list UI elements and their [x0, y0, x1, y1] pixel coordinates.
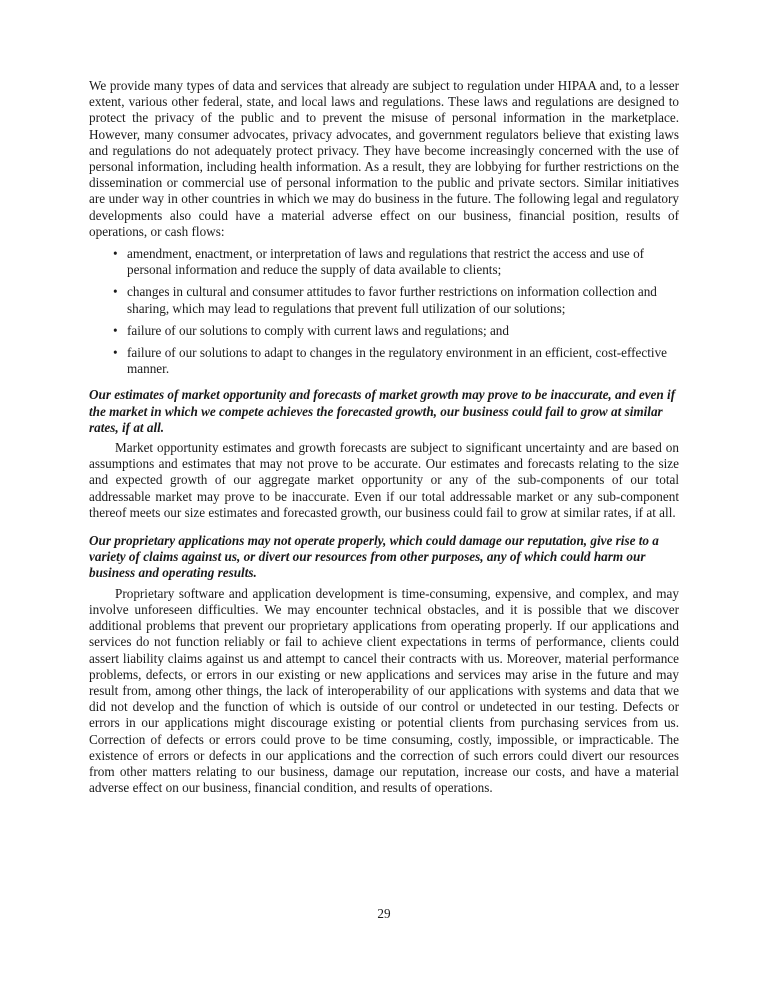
section-body-proprietary-applications: Proprietary software and application development is time-consuming, expensive, and complex, and may involve unforeseen difficulties. We may encounter technical obstacles, and it is possible that we discover additional problems that prevent our proprietary applications from operating properly. If our applications and services do not function reliably or fail to achieve client expectations in terms of performance, clients could assert liability claims against us and attempt to cancel their contracts with us. Moreover, material performance problems, defects, or errors in our existing or new applications and services may arise in the future and may result from, among other things, the lack of interoperability of our applications with systems and data that we did not develop and the function of which is outside of our control or undetected in our testing. Defects or errors in our applications might discourage existing or potential clients from purchasing services from us. Correction of defects or errors could prove to be time consuming, costly, impossible, or impracticable. The existence of errors or defects in our applications and the correction of such errors could divert our resources from other matters relating to our business, damage our reputation, increase our costs, and have a material adverse effect on our business, financial condition, and results of operations. — [89, 585, 679, 796]
bullet-text: failure of our solutions to comply with current laws and regulations; and — [127, 322, 509, 338]
bullet-text: changes in cultural and consumer attitudes to favor further restrictions on information collection and sharing, which may lead to regulations that prevent full utilization of our solutions; — [127, 284, 657, 316]
bullet-icon: • — [113, 345, 118, 361]
bullet-icon: • — [113, 322, 118, 338]
page-number: 29 — [377, 906, 391, 921]
section-heading-market-estimates: Our estimates of market opportunity and forecasts of market growth may prove to be inaccurate, and even if the market in which we compete achieves the forecasted growth, our business could fail to grow at similar rates, if at all. — [89, 387, 676, 435]
list-item — [113, 323, 679, 339]
list-item — [113, 246, 679, 278]
bullet-text: amendment, enactment, or interpretation of laws and regulations that restrict the access and use of personal information and reduce the supply of data available to clients; — [127, 246, 645, 278]
bullet-icon: • — [113, 246, 118, 262]
bullet-icon: • — [113, 284, 118, 300]
bullet-text: failure of our solutions to adapt to changes in the regulatory environment in an efficient, cost-effective manner. — [127, 345, 668, 377]
intro-paragraph: We provide many types of data and services that already are subject to regulation under HIPAA and, to a lesser extent, various other federal, state, and local laws and regulations. These laws and regulations are designed to protect the privacy of the public and to prevent the misuse of personal information in the marketplace. However, many consumer advocates, privacy advocates, and government regulators believe that existing laws and regulations do not adequately protect privacy. They have become increasingly concerned with the use of personal information, including health information. As a result, they are lobbying for further restrictions on the dissemination or commercial use of personal information to the public and private sectors. Similar initiatives are under way in other countries in which we may do business in the future. The following legal and regulatory developments also could have a material adverse effect on our business, financial position, results of operations, or cash flows: — [89, 78, 679, 239]
list-item — [113, 345, 679, 377]
list-item — [113, 284, 679, 316]
section-body-market-estimates: Market opportunity estimates and growth forecasts are subject to significant uncertainty and are based on assumptions and estimates that may not prove to be accurate. Our estimates and forecasts relating to the size and expected growth of our aggregate market opportunity or any of the sub-components of our total addressable market may prove to be inaccurate. Even if our total addressable market or any sub-component thereof meets our size estimates and forecasted growth, our business could fail to grow at similar rates, if at all. — [89, 440, 679, 520]
bullet-list — [89, 246, 679, 377]
document-page — [89, 78, 679, 808]
section-heading-proprietary-applications: Our proprietary applications may not operate properly, which could damage our reputation, give rise to a variety of claims against us, or divert our resources from other purposes, any of which could harm our business and operating results. — [89, 533, 659, 581]
